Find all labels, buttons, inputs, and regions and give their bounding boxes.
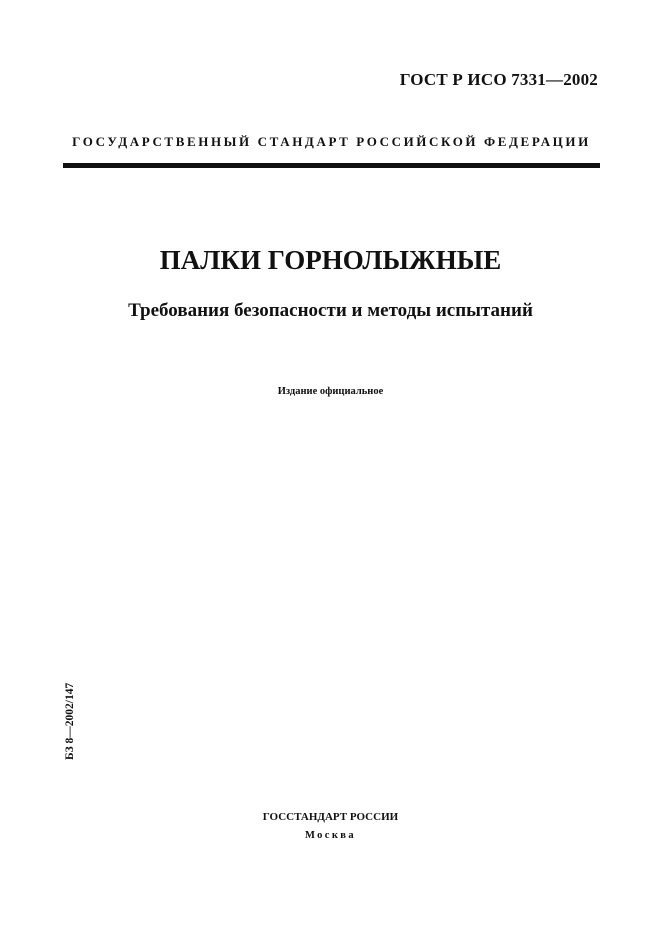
publisher-name: ГОССТАНДАРТ РОССИИ — [262, 811, 399, 823]
page-subtitle: Требования безопасности и методы испытаний — [128, 300, 533, 321]
page-title: ПАЛКИ ГОРНОЛЫЖНЫЕ — [159, 245, 502, 275]
edition-label: Издание официальное — [277, 386, 384, 397]
document-code: ГОСТ Р ИСО 7331—2002 — [399, 70, 598, 89]
header-divider — [63, 163, 600, 168]
side-registration-code: БЗ 8—2002/147 — [64, 682, 76, 760]
state-standard-heading: ГОСУДАРСТВЕННЫЙ СТАНДАРТ РОССИЙСКОЙ ФЕДЕРАЦИИ — [72, 134, 591, 149]
publication-city: Москва — [304, 830, 357, 841]
